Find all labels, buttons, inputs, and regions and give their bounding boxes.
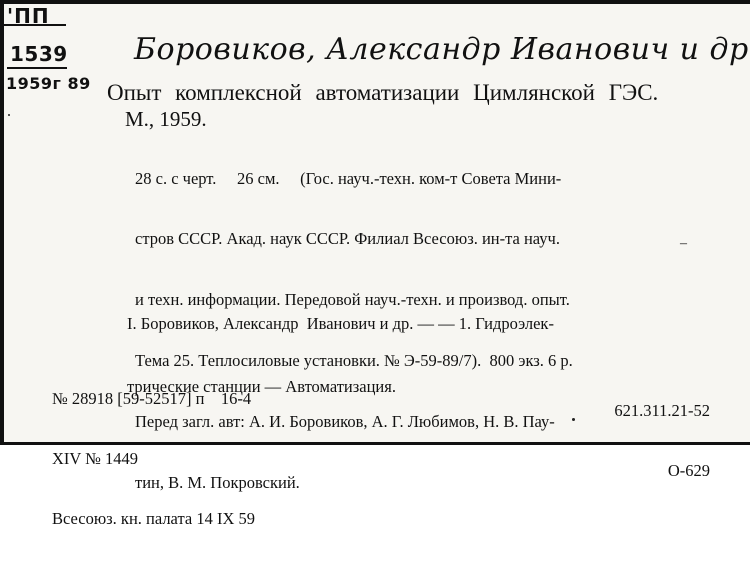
corner-divider [4,24,66,26]
classification-block [614,361,710,521]
handwritten-author: Боровиков, Александр Иванович и др [134,32,749,67]
corner-mark: 'ПП [7,4,50,28]
call-number-underline [7,67,67,69]
book-title: Опыт комплексной автоматизации Цимлянской ГЭС. [107,80,659,105]
registration-line: XIV № 1449 [52,449,139,468]
call-year: 1959г 89 [6,74,91,93]
description-line: Перед загл. авт: А. И. Боровиков, А. Г. Любимов, Н. В. Пау- [135,412,555,432]
description-line: стров СССР. Акад. наук СССР. Филиал Всесоюз. ин-та науч. [135,229,560,249]
call-number: 1539 [10,42,68,66]
registration-line: № 28918 [59-52517] п 16-4 [52,389,252,408]
registration-line: Всесоюз. кн. палата 14 IX 59 [52,509,255,528]
scan-speck [572,418,575,421]
author-mark: О-629 [667,461,710,480]
stray-dash: – [680,236,687,251]
description-line: тин, В. М. Покровский. [135,473,300,493]
tracing-line: трические станции — Автоматизация. [127,377,396,396]
description-line: 28 с. с черт. 26 см. (Гос. науч.-техн. ком-т Совета Мини- [135,168,562,188]
udc-code: 621.311.21-52 [614,401,710,420]
registration-block [52,349,255,569]
scan-speck [8,114,10,116]
description-line: Тема 25. Теплосиловые установки. № Э-59-89/7). 800 экз. 6 р. [135,351,573,371]
imprint: М., 1959. [125,107,207,131]
tracing-line: I. Боровиков, Александр Иванович и др. — — 1. Гидроэлек- [127,314,554,333]
description-line: и техн. информации. Передовой науч.-техн. и производ. опыт. [135,290,570,310]
